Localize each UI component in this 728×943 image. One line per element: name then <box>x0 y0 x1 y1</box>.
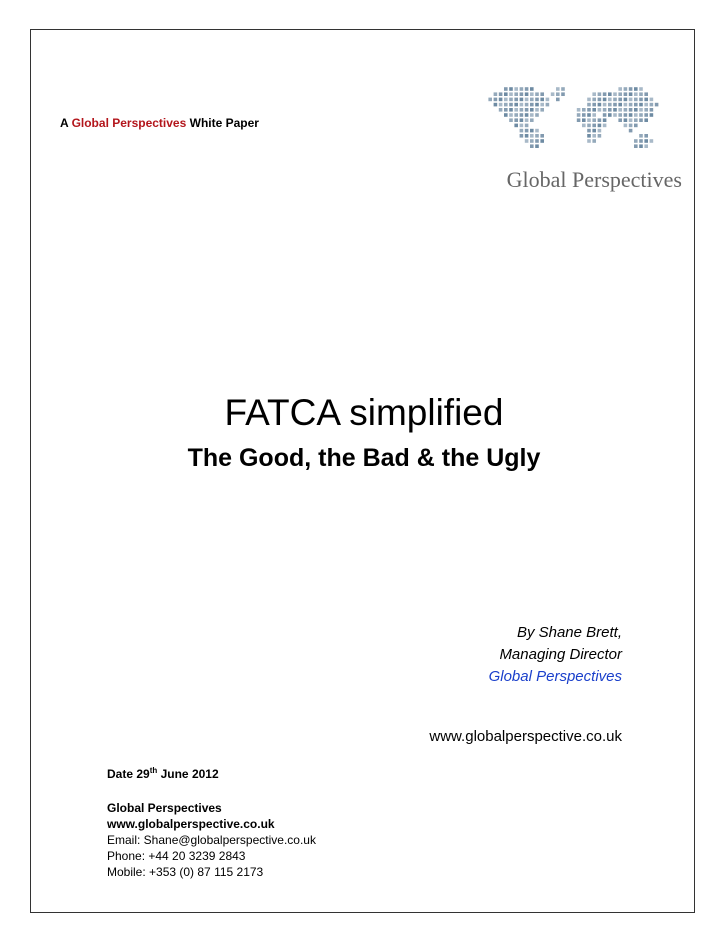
map-dot <box>535 134 539 138</box>
map-dot <box>639 98 643 102</box>
map-dot <box>551 92 555 96</box>
date-ordinal: th <box>149 766 158 775</box>
date-suffix: June 2012 <box>157 767 219 781</box>
date-prefix: Date 29 <box>107 767 150 781</box>
author-name: By Shane Brett, <box>516 624 622 641</box>
map-dot <box>520 103 524 107</box>
map-dot <box>520 92 524 96</box>
map-dot <box>540 103 544 107</box>
map-dot <box>650 98 654 102</box>
map-dot <box>634 118 638 122</box>
map-dot <box>639 113 643 117</box>
map-dot <box>499 103 503 107</box>
map-dot <box>525 134 529 138</box>
tagline-suffix: White Paper <box>186 116 259 130</box>
map-dot <box>603 103 607 107</box>
map-dot <box>592 134 596 138</box>
map-dot <box>608 108 612 112</box>
map-dot <box>535 113 539 117</box>
map-dot <box>639 92 643 96</box>
map-dot <box>634 113 638 117</box>
map-dot <box>608 98 612 102</box>
map-dot <box>499 92 503 96</box>
map-dot <box>530 139 534 143</box>
map-dot <box>509 118 513 122</box>
map-dot <box>655 103 659 107</box>
map-dot <box>650 108 654 112</box>
map-dot <box>624 108 628 112</box>
map-dot <box>525 92 529 96</box>
map-dot <box>582 124 586 128</box>
map-dot <box>644 108 648 112</box>
map-dot <box>598 92 602 96</box>
map-dot <box>629 108 633 112</box>
map-dot <box>514 87 518 91</box>
contact-email[interactable]: Email: Shane@globalperspective.co.uk <box>107 833 316 847</box>
map-dot <box>540 92 544 96</box>
map-dot <box>540 134 544 138</box>
map-dot <box>592 92 596 96</box>
map-dot <box>644 139 648 143</box>
map-dot <box>514 98 518 102</box>
map-dot <box>520 134 524 138</box>
map-dot <box>494 103 498 107</box>
map-dot <box>582 118 586 122</box>
map-dot <box>644 98 648 102</box>
map-dot <box>650 103 654 107</box>
map-dot <box>608 103 612 107</box>
map-dot <box>561 87 565 91</box>
map-dot <box>618 98 622 102</box>
map-dot <box>603 92 607 96</box>
white-paper-tagline <box>60 116 259 130</box>
author-role: Managing Director <box>499 646 622 663</box>
map-dot <box>556 87 560 91</box>
map-dot <box>514 108 518 112</box>
map-dot <box>629 124 633 128</box>
map-dot <box>509 108 513 112</box>
map-dot <box>530 144 534 148</box>
map-dot <box>530 129 534 133</box>
map-dot <box>629 98 633 102</box>
map-dot <box>634 108 638 112</box>
map-dot <box>603 98 607 102</box>
map-dot <box>592 118 596 122</box>
map-dot <box>582 108 586 112</box>
map-dot <box>525 139 529 143</box>
map-dot <box>613 113 617 117</box>
map-dot <box>644 134 648 138</box>
map-dot <box>618 118 622 122</box>
map-dot <box>624 124 628 128</box>
map-dot <box>587 139 591 143</box>
map-dot <box>530 108 534 112</box>
map-dot <box>520 98 524 102</box>
map-dot <box>504 92 508 96</box>
map-dot <box>592 98 596 102</box>
map-dot <box>535 129 539 133</box>
map-dot <box>525 103 529 107</box>
map-dot <box>525 113 529 117</box>
map-dot <box>598 103 602 107</box>
map-dot <box>639 118 643 122</box>
map-dot <box>613 108 617 112</box>
map-dot <box>598 124 602 128</box>
map-dot <box>535 103 539 107</box>
map-dot <box>514 124 518 128</box>
document-subtitle: The Good, the Bad & the Ugly <box>187 444 541 472</box>
map-dot <box>592 129 596 133</box>
map-dot <box>613 103 617 107</box>
map-dot <box>514 118 518 122</box>
map-dot <box>520 108 524 112</box>
map-dot <box>624 92 628 96</box>
map-dot <box>540 98 544 102</box>
map-dot <box>634 92 638 96</box>
map-dot <box>634 103 638 107</box>
map-dot <box>634 87 638 91</box>
map-dot <box>644 144 648 148</box>
map-dot <box>644 118 648 122</box>
map-dot <box>598 134 602 138</box>
map-dot <box>535 108 539 112</box>
map-dot <box>530 113 534 117</box>
map-dot <box>577 113 581 117</box>
website-link[interactable]: www.globalperspective.co.uk <box>429 728 622 745</box>
map-dot <box>525 87 529 91</box>
map-dot <box>650 139 654 143</box>
map-dot <box>509 87 513 91</box>
map-dot <box>488 98 492 102</box>
logo-text: Global Perspectives <box>506 167 682 192</box>
map-dot <box>530 134 534 138</box>
map-dot <box>608 113 612 117</box>
map-dot <box>624 113 628 117</box>
map-dot <box>618 103 622 107</box>
map-dot <box>624 103 628 107</box>
map-dot <box>530 92 534 96</box>
map-dot <box>639 108 643 112</box>
map-dot <box>613 92 617 96</box>
map-dot <box>629 113 633 117</box>
map-dot <box>587 108 591 112</box>
map-dot <box>603 118 607 122</box>
map-dot <box>577 118 581 122</box>
map-dot <box>639 144 643 148</box>
map-dot <box>629 118 633 122</box>
map-dot <box>603 113 607 117</box>
map-dot <box>629 103 633 107</box>
map-dot <box>639 134 643 138</box>
map-dot <box>535 144 539 148</box>
map-dot <box>509 98 513 102</box>
map-dot <box>639 103 643 107</box>
map-dot <box>587 134 591 138</box>
map-dot <box>546 103 550 107</box>
map-dot <box>540 139 544 143</box>
map-dot <box>618 108 622 112</box>
map-dot <box>644 103 648 107</box>
tagline-brand: Global Perspectives <box>71 116 187 130</box>
map-dot <box>618 92 622 96</box>
map-dot <box>520 113 524 117</box>
map-dot <box>577 108 581 112</box>
map-dot <box>603 108 607 112</box>
map-dot <box>530 118 534 122</box>
map-dot <box>530 87 534 91</box>
map-dot <box>556 98 560 102</box>
map-dot <box>634 139 638 143</box>
map-dot <box>639 139 643 143</box>
map-dot <box>499 108 503 112</box>
date-line <box>107 766 219 781</box>
map-dot <box>634 98 638 102</box>
map-dot <box>618 113 622 117</box>
map-dot <box>603 124 607 128</box>
map-dot <box>520 129 524 133</box>
map-dot <box>644 92 648 96</box>
map-dot <box>494 98 498 102</box>
map-dot <box>535 139 539 143</box>
map-dot <box>592 124 596 128</box>
contact-block <box>107 800 316 880</box>
map-dot <box>650 113 654 117</box>
map-dot <box>587 113 591 117</box>
map-dot <box>598 118 602 122</box>
map-dot <box>504 108 508 112</box>
map-dot <box>499 98 503 102</box>
map-dot <box>624 98 628 102</box>
map-dot <box>504 113 508 117</box>
document-title: FATCA simplified <box>224 392 504 433</box>
map-dot <box>530 98 534 102</box>
map-dot <box>624 118 628 122</box>
author-org: Global Perspectives <box>488 668 622 685</box>
contact-website[interactable]: www.globalperspective.co.uk <box>107 817 275 831</box>
map-dot <box>634 124 638 128</box>
map-dot <box>629 92 633 96</box>
map-dot <box>504 98 508 102</box>
contact-phone: Phone: +44 20 3239 2843 <box>107 849 246 863</box>
map-dot <box>514 103 518 107</box>
map-dot <box>525 118 529 122</box>
map-dot <box>592 108 596 112</box>
map-dot <box>504 103 508 107</box>
map-dot <box>535 98 539 102</box>
map-dot <box>587 98 591 102</box>
map-dot <box>561 92 565 96</box>
map-dot <box>525 98 529 102</box>
map-dot <box>504 87 508 91</box>
map-dot <box>587 118 591 122</box>
map-dot <box>509 103 513 107</box>
map-dot <box>598 98 602 102</box>
map-dot <box>624 87 628 91</box>
map-dot <box>525 124 529 128</box>
map-dot <box>587 124 591 128</box>
map-dot <box>598 129 602 133</box>
map-dot <box>509 92 513 96</box>
map-dot <box>582 113 586 117</box>
map-dot <box>592 139 596 143</box>
map-dot <box>514 92 518 96</box>
map-dot <box>608 92 612 96</box>
map-dot <box>644 113 648 117</box>
map-dot <box>598 108 602 112</box>
map-dot <box>509 113 513 117</box>
map-dot <box>525 129 529 133</box>
tagline-prefix: A <box>60 116 72 130</box>
map-dot <box>618 87 622 91</box>
map-dot <box>520 118 524 122</box>
map-dot <box>540 108 544 112</box>
contact-mobile: Mobile: +353 (0) 87 115 2173 <box>107 865 264 879</box>
map-dot <box>525 108 529 112</box>
map-dot <box>613 98 617 102</box>
map-dot <box>634 144 638 148</box>
map-dot <box>639 87 643 91</box>
map-dot <box>587 129 591 133</box>
map-dot <box>556 92 560 96</box>
map-dot <box>535 92 539 96</box>
map-dot <box>514 113 518 117</box>
map-dot <box>530 103 534 107</box>
map-dot <box>587 103 591 107</box>
map-dot <box>520 87 524 91</box>
map-dot <box>494 92 498 96</box>
map-dot <box>592 113 596 117</box>
contact-name: Global Perspectives <box>107 801 222 815</box>
author-block <box>489 622 622 688</box>
map-dot <box>629 87 633 91</box>
map-dot <box>592 103 596 107</box>
map-dot <box>546 98 550 102</box>
map-dot <box>629 129 633 133</box>
map-dot <box>520 124 524 128</box>
